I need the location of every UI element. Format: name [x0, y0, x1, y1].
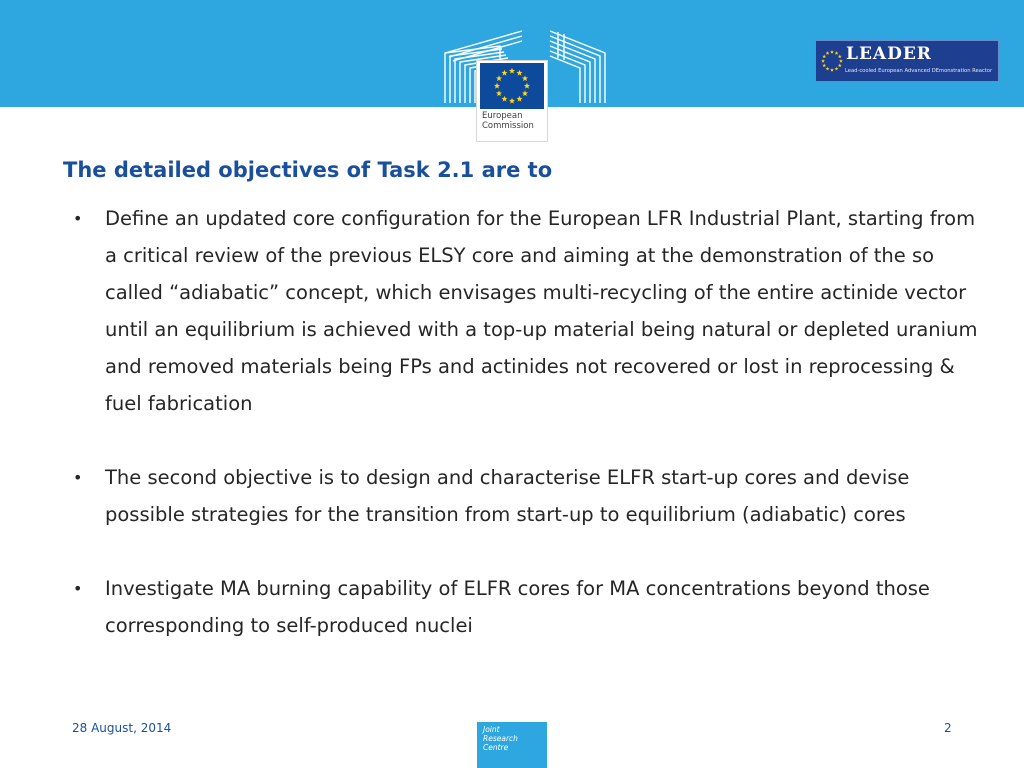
- leader-project-logo: [815, 40, 999, 82]
- star-icon: [830, 68, 834, 72]
- ec-logo-line2: Commission: [482, 121, 534, 131]
- star-icon: [826, 67, 830, 71]
- bullet-icon: •: [73, 209, 83, 228]
- star-icon: [822, 55, 826, 59]
- jrc-logo-line2: Research: [483, 734, 518, 743]
- star-icon: [838, 55, 842, 59]
- star-icon: [522, 90, 528, 96]
- star-ring-icon: [820, 49, 844, 73]
- star-icon: [501, 70, 507, 76]
- slide-title: The detailed objectives of Task 2.1 are to: [63, 158, 553, 182]
- star-icon: [494, 83, 500, 89]
- bullet-icon: •: [73, 579, 83, 598]
- bullet-text: The second objective is to design and characterise ELFR start-up cores and devise possible strategies for the transition from start-up to equilibrium (adiabatic) cores: [105, 466, 910, 526]
- star-icon: [516, 96, 522, 102]
- star-icon: [830, 50, 834, 54]
- bullet-text: Define an updated core configuration for the European LFR Industrial Plant, starting from a critical review of the previous ELSY core and aiming at the demonstration of the so called “adiabatic” concept, which envisages multi-recycling of the entire actinide vector until an equilibrium is achieved with a top-up material being natural or depleted uranium and removed materials being FPs and actinides not recovered or lost in reprocessing & fuel fabrication: [105, 207, 978, 415]
- european-commission-logo: [476, 60, 548, 142]
- jrc-logo-line1: Joint: [483, 725, 500, 734]
- list-item: [73, 570, 993, 644]
- star-icon: [516, 70, 522, 76]
- star-icon: [509, 68, 515, 74]
- eu-flag-icon: [480, 63, 544, 109]
- star-icon: [826, 51, 830, 55]
- ec-logo-text: [482, 111, 546, 131]
- footer-date: 28 August, 2014: [72, 721, 172, 735]
- star-icon: [524, 83, 530, 89]
- star-icon: [839, 59, 843, 63]
- star-icon: [501, 96, 507, 102]
- page-number: 2: [944, 721, 952, 735]
- leader-logo-tagline: Lead-cooled European Advanced DEmonstration Reactor: [845, 68, 993, 74]
- list-item: [73, 200, 993, 422]
- star-icon: [496, 75, 502, 81]
- star-icon: [838, 64, 842, 68]
- star-icon: [496, 90, 502, 96]
- ec-logo-line1: European: [482, 111, 523, 121]
- star-icon: [509, 98, 515, 104]
- star-icon: [835, 51, 839, 55]
- jrc-logo-text: [483, 725, 518, 752]
- joint-research-centre-logo: [477, 722, 547, 768]
- objectives-list: [73, 200, 993, 644]
- star-icon: [522, 75, 528, 81]
- list-item: [73, 459, 993, 533]
- bullet-text: Investigate MA burning capability of ELFR cores for MA concentrations beyond those corresponding to self-produced nuclei: [105, 577, 930, 637]
- star-icon: [821, 59, 825, 63]
- bullet-icon: •: [73, 468, 83, 487]
- jrc-logo-line3: Centre: [483, 743, 509, 752]
- star-icon: [822, 64, 826, 68]
- leader-logo-name: LEADER: [846, 44, 932, 64]
- star-icon: [835, 67, 839, 71]
